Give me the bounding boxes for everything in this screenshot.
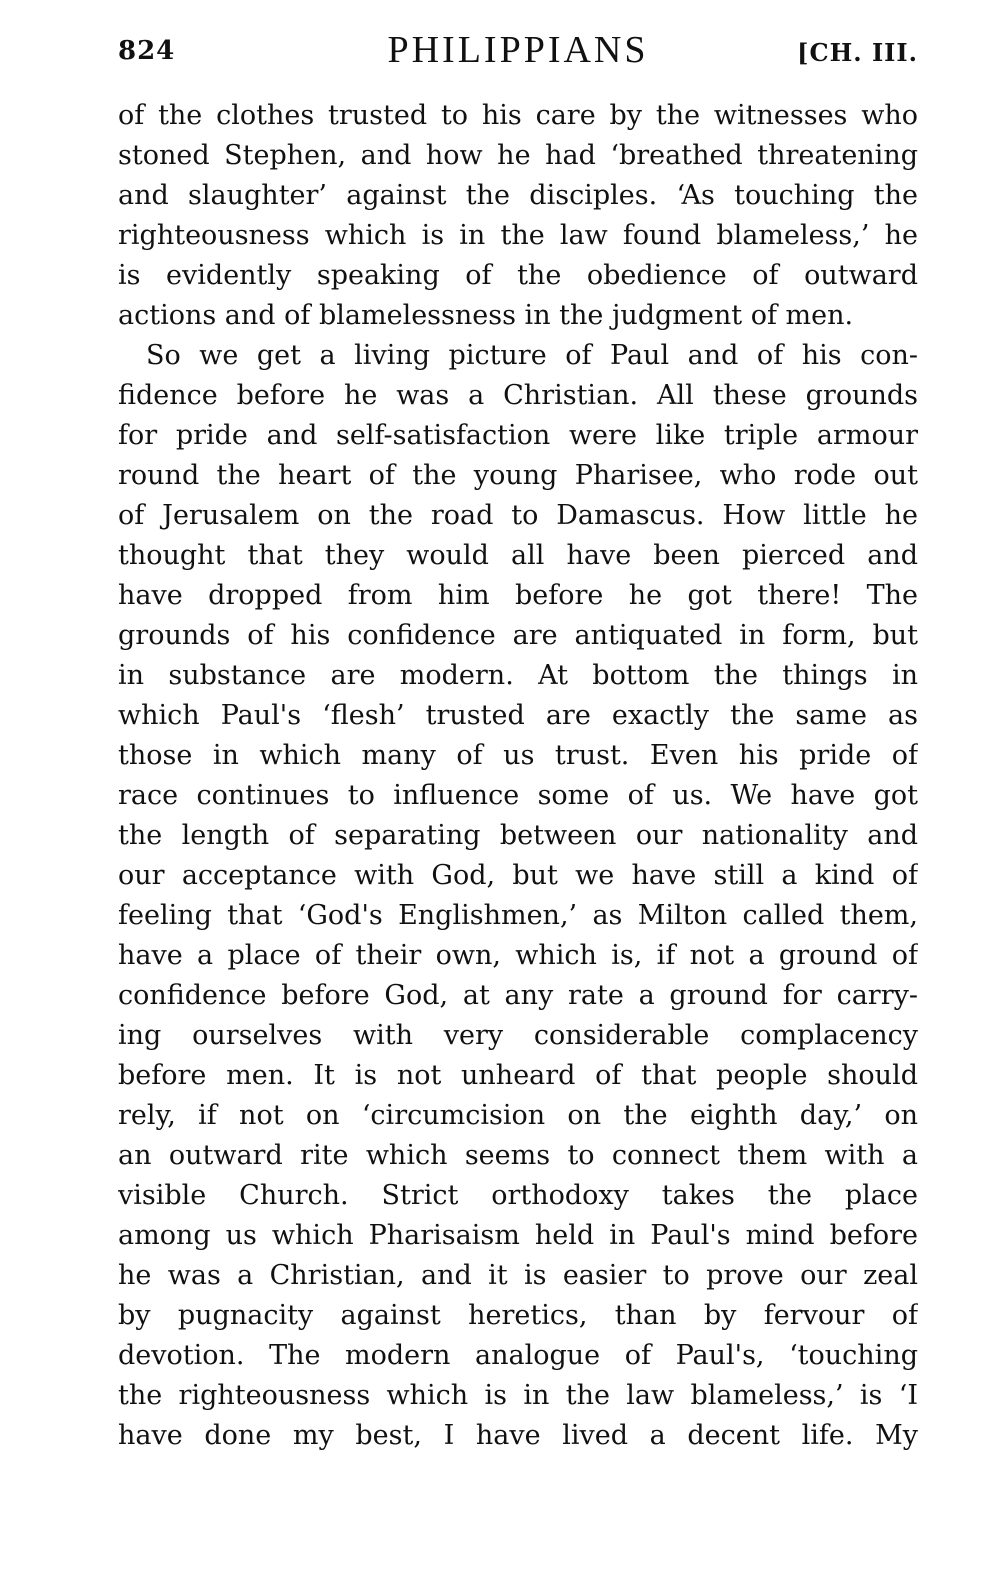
text-line: is evidently speaking of the obedience of outward — [118, 260, 918, 291]
text-line: actions and of blamelessness in the judgment of men. — [118, 300, 854, 331]
text-line: ing ourselves with very considerable complacency — [118, 1020, 918, 1051]
text-line: by pugnacity against heretics, than by fervour of — [118, 1300, 918, 1331]
text-line: he was a Christian, and it is easier to prove our zeal — [118, 1260, 918, 1291]
text-line: stoned Stephen, and how he had ‘breathed threatening — [118, 140, 918, 171]
text-line: have dropped from him before he got there! The — [118, 580, 918, 611]
body-text — [118, 96, 918, 1456]
text-line: of the clothes trusted to his care by the witnesses who — [118, 100, 918, 131]
text-line: race continues to influence some of us. We have got — [118, 780, 918, 811]
text-line: rely, if not on ‘circumcision on the eighth day,’ on — [118, 1100, 918, 1131]
text-line: those in which many of us trust. Even his pride of — [118, 740, 918, 771]
text-line: have done my best, I have lived a decent life. My — [118, 1420, 918, 1451]
text-line: in substance are modern. At bottom the things in — [118, 660, 918, 691]
book-title: PHILIPPIANS — [387, 29, 649, 71]
text-line: feeling that ‘God's Englishmen,’ as Milton called them, — [118, 900, 918, 931]
text-line: for pride and self-satisfaction were like triple armour — [118, 420, 918, 451]
page-number: 824 — [118, 36, 176, 66]
text-line: visible Church. Strict orthodoxy takes the place — [118, 1180, 918, 1211]
text-line: the righteousness which is in the law blameless,’ is ‘I — [118, 1380, 918, 1411]
text-line: righteousness which is in the law found blameless,’ he — [118, 220, 918, 251]
text-line: grounds of his confidence are antiquated in form, but — [118, 620, 918, 651]
text-line: thought that they would all have been pierced and — [118, 540, 918, 571]
text-line: So we get a living picture of Paul and of his con- — [146, 340, 918, 371]
text-line: before men. It is not unheard of that people should — [118, 1060, 918, 1091]
text-line: an outward rite which seems to connect them with a — [118, 1140, 918, 1171]
text-line: fidence before he was a Christian. All these grounds — [118, 380, 918, 411]
text-line: have a place of their own, which is, if not a ground of — [118, 940, 918, 971]
text-line: which Paul's ‘flesh’ trusted are exactly the same as — [118, 700, 918, 731]
text-line: round the heart of the young Pharisee, who rode out — [118, 460, 918, 491]
text-line: devotion. The modern analogue of Paul's, ‘touching — [118, 1340, 918, 1371]
text-line: our acceptance with God, but we have still a kind of — [118, 860, 918, 891]
chapter-reference: [CH. III. — [797, 38, 918, 67]
text-line: among us which Pharisaism held in Paul's mind before — [118, 1220, 918, 1251]
text-line: confidence before God, at any rate a ground for carry- — [118, 980, 918, 1011]
text-line: the length of separating between our nationality and — [118, 820, 918, 851]
running-head — [118, 28, 918, 76]
text-line: and slaughter’ against the disciples. ‘As touching the — [118, 180, 918, 211]
text-line: of Jerusalem on the road to Damascus. How little he — [118, 500, 918, 531]
